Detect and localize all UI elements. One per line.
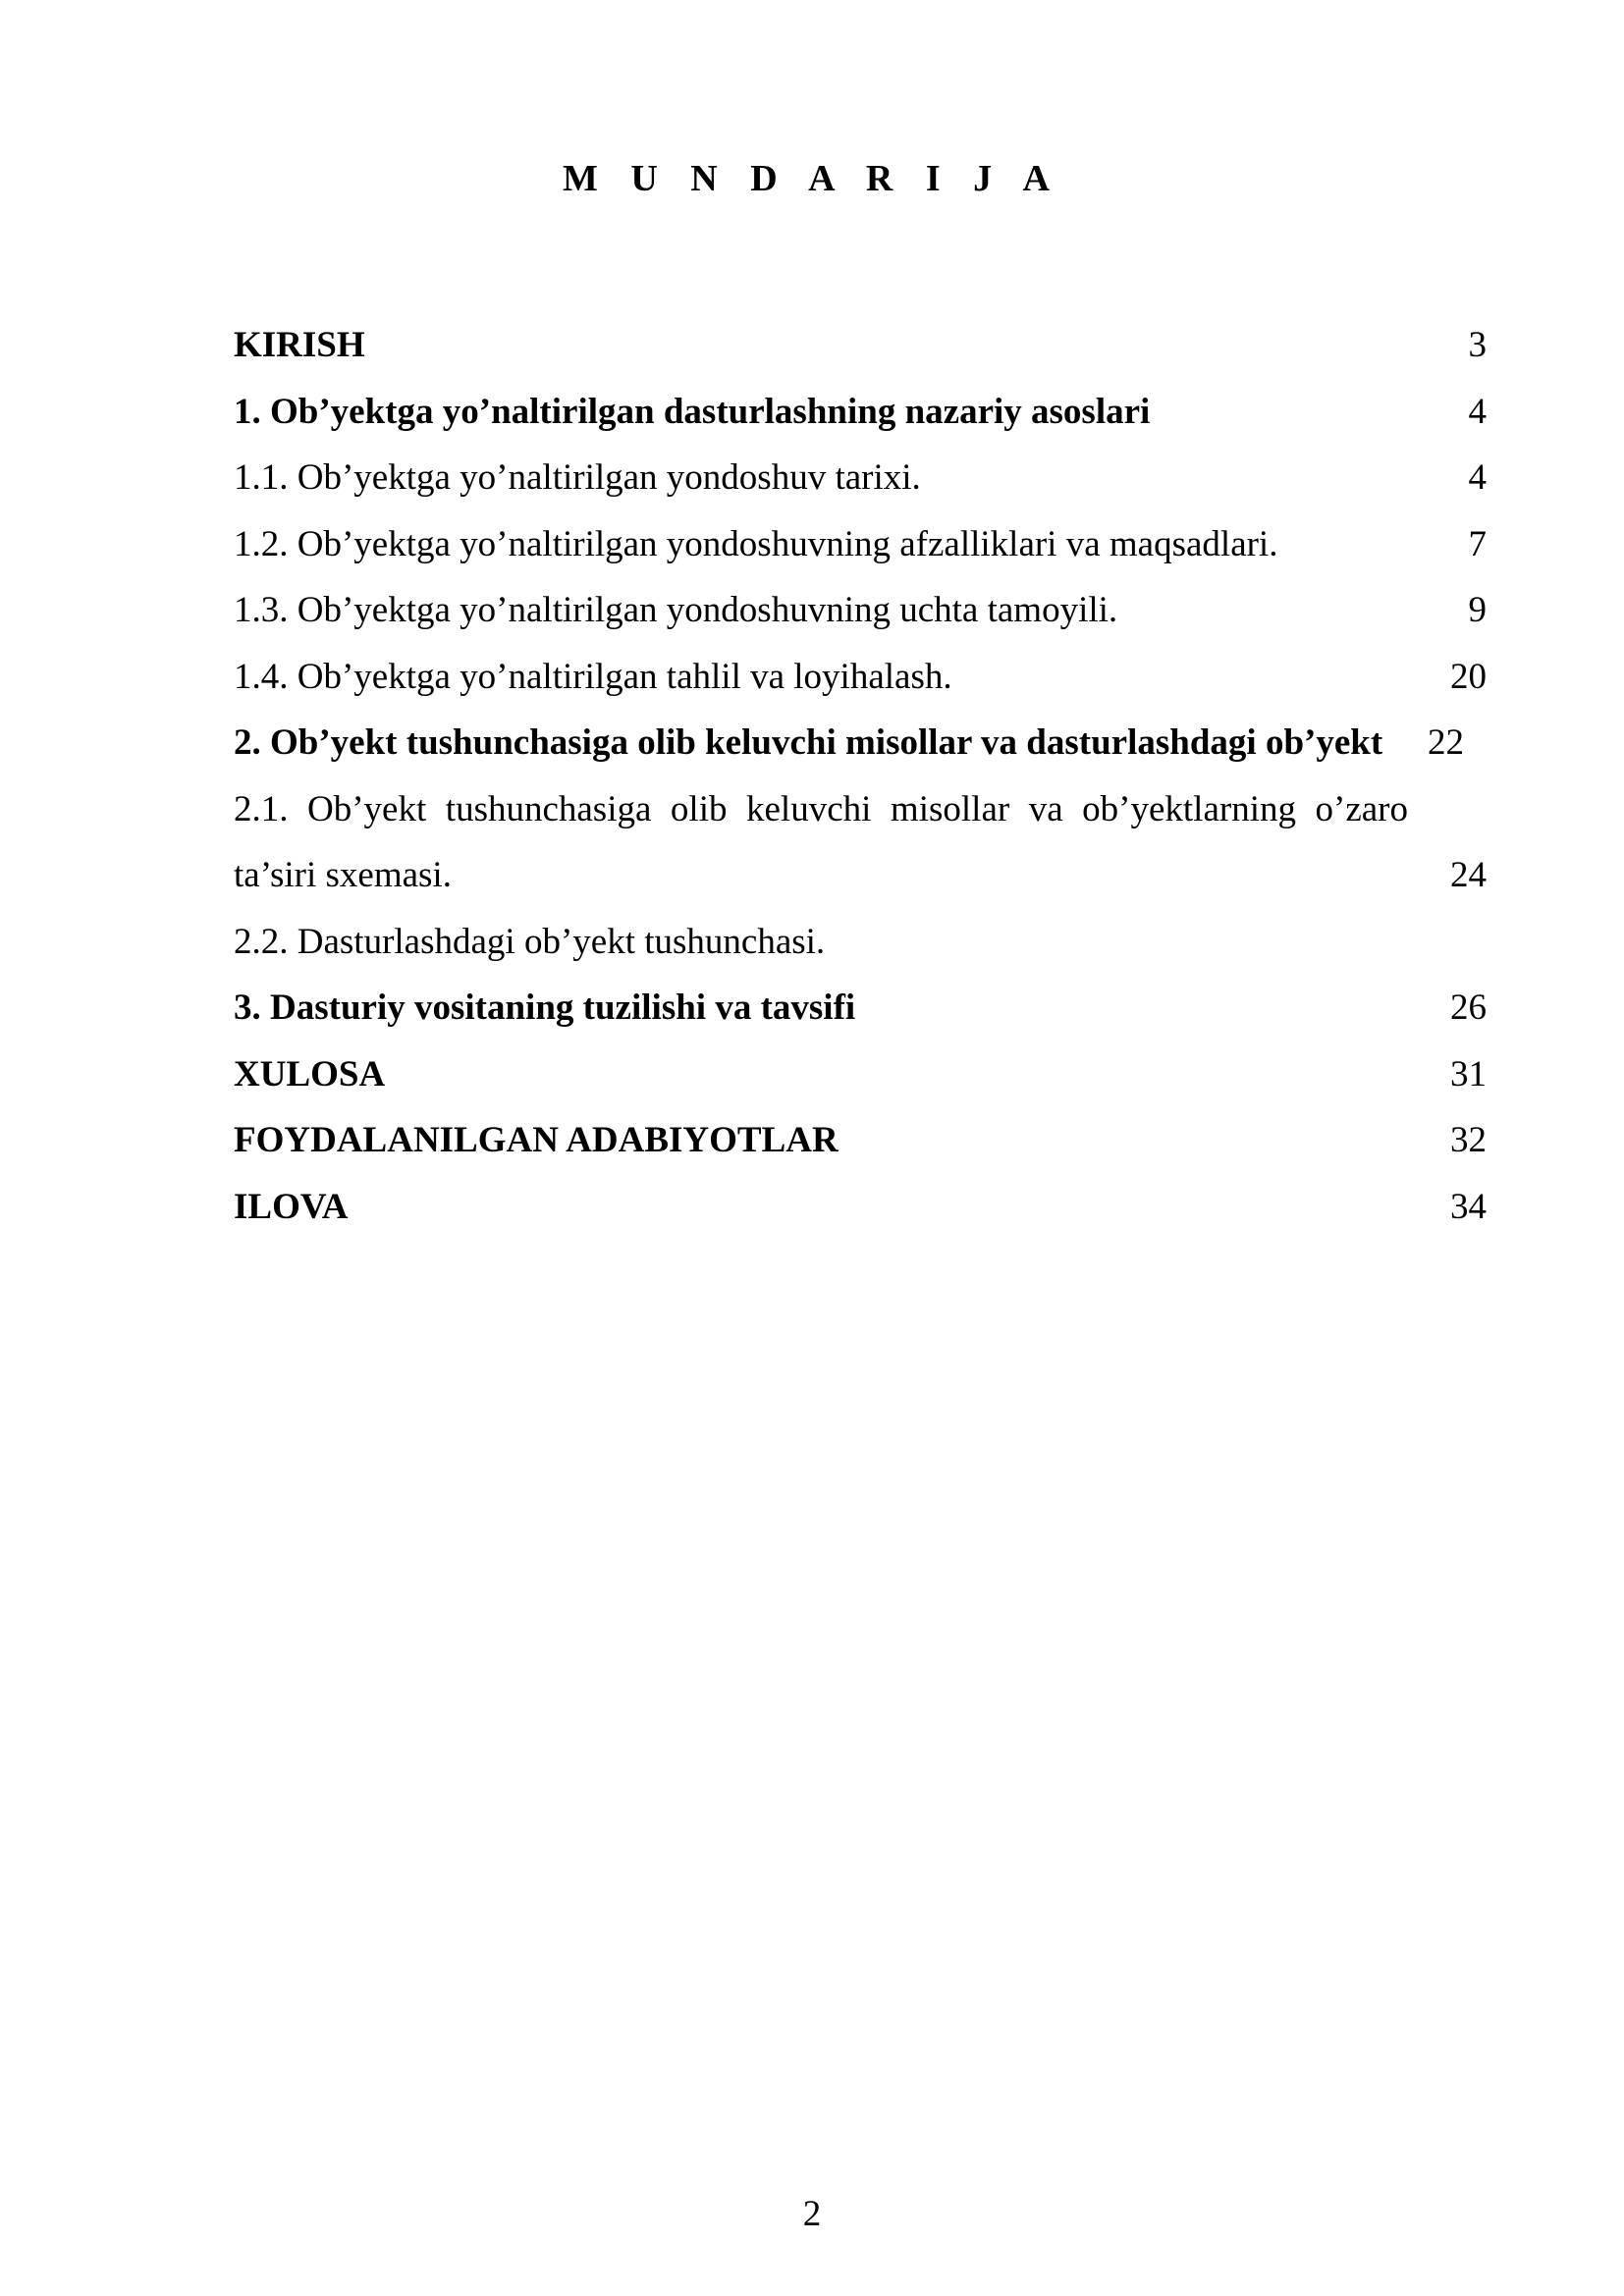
toc-entry-label: 2.1. Ob’yekt tushunchasiga olib keluvchi misollar va ob’yektlarning o’zaro ta’siri sxemasi. [234,788,1408,895]
toc-entry-2[interactable] [234,710,1487,776]
toc-entry-page: 9 [1468,590,1487,630]
toc-entry-1-1[interactable] [234,445,1487,511]
toc-entry-page: 7 [1468,523,1487,564]
toc-entry-label: 2. Ob’yekt tushunchasiga olib keluvchi misollar va dasturlashdagi ob’yekt [234,722,1383,763]
toc-entry-label: 1.2. Ob’yektga yo’naltirilgan yondoshuvning afzalliklari va maqsadlari. [234,523,1278,564]
page-title: M U N D A R I J A [562,158,1062,199]
toc-entry-page: 34 [1450,1186,1487,1227]
table-of-contents [234,312,1487,1240]
page-number: 2 [802,2194,822,2234]
toc-entry-1[interactable] [234,379,1487,446]
toc-entry-1-3[interactable] [234,577,1487,644]
toc-entry-page: 31 [1450,1053,1487,1095]
toc-entry-label: KIRISH [234,325,365,365]
toc-entry-label: 1.1. Ob’yektga yo’naltirilgan yondoshuv tarixi. [234,457,921,498]
toc-entry-2-1[interactable] [234,776,1487,909]
toc-entry-1-2[interactable] [234,511,1487,578]
toc-entry-kirish[interactable] [234,312,1487,379]
toc-entry-adabiyotlar[interactable] [234,1107,1487,1174]
toc-entry-ilova[interactable] [234,1174,1487,1241]
toc-entry-label: ILOVA [234,1186,349,1227]
toc-entry-label: 1.4. Ob’yektga yo’naltirilgan tahlil va loyihalash. [234,656,952,697]
toc-entry-page: 3 [1468,325,1487,365]
toc-entry-page: 4 [1468,391,1487,432]
toc-entry-label: 1.3. Ob’yektga yo’naltirilgan yondoshuvning uchta tamoyili. [234,590,1118,630]
toc-entry-page: 20 [1450,656,1487,697]
toc-entry-2-2[interactable] [234,909,1487,976]
toc-entry-page: 22 [1428,722,1464,763]
toc-entry-page: 24 [1450,855,1487,895]
toc-entry-xulosa[interactable] [234,1041,1487,1108]
toc-entry-label: 1. Ob’yektga yo’naltirilgan dasturlashning nazariy asoslari [234,391,1151,432]
toc-entry-page: 4 [1468,457,1487,498]
toc-entry-label: 2.2. Dasturlashdagi ob’yekt tushunchasi. [234,921,826,962]
toc-entry-1-4[interactable] [234,644,1487,711]
toc-entry-label: XULOSA [234,1053,386,1095]
toc-entry-page: 32 [1450,1120,1487,1160]
toc-entry-label: 3. Dasturiy vositaning tuzilishi va tavsifi [234,988,856,1028]
toc-entry-3[interactable] [234,975,1487,1041]
toc-entry-label: FOYDALANILGAN ADABIYOTLAR [234,1120,839,1160]
toc-entry-page: 26 [1450,988,1487,1028]
